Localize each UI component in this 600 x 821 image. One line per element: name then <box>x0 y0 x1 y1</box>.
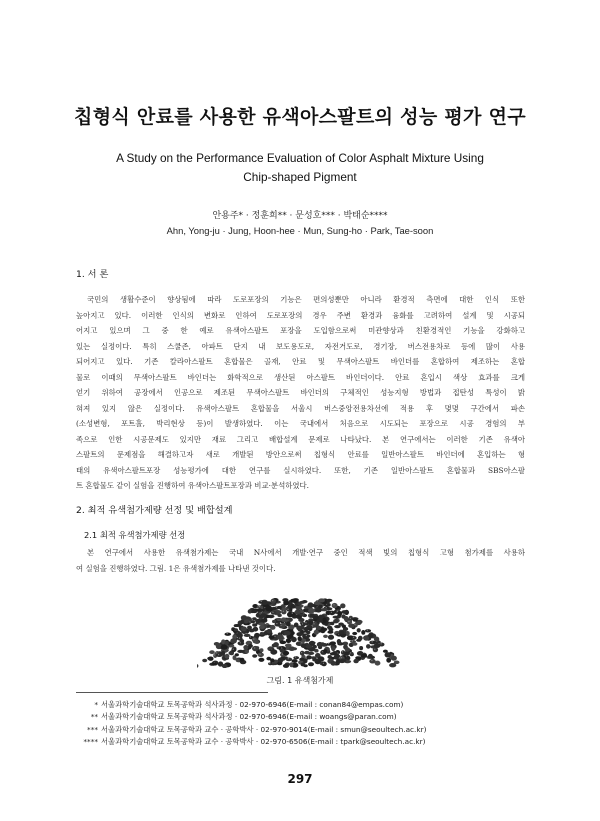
pigment-chip-highlight <box>350 618 351 619</box>
pigment-chip <box>365 629 371 632</box>
pigment-chip <box>331 646 335 651</box>
pigment-chip-highlight <box>350 652 351 653</box>
pigment-chip <box>234 628 238 631</box>
pigment-chip <box>327 631 333 634</box>
pigment-chip-highlight <box>250 636 251 637</box>
pigment-chip <box>251 610 257 613</box>
pigment-chip <box>389 663 396 667</box>
pigment-chip <box>336 660 341 665</box>
pigment-chip <box>297 602 301 605</box>
pigment-chip-highlight <box>372 641 373 642</box>
pigment-chip-highlight <box>348 621 349 622</box>
section-2-1-body <box>76 545 525 576</box>
pigment-chip <box>282 607 287 610</box>
pigment-chip <box>240 620 245 624</box>
pigment-chip <box>318 605 322 609</box>
pigment-chip <box>225 654 230 659</box>
pigment-chip-highlight <box>283 611 284 612</box>
pigment-chip <box>334 654 339 659</box>
pigment-chip <box>352 636 357 639</box>
pigment-chip <box>306 645 313 649</box>
pigment-chip <box>312 623 317 627</box>
pigment-chip <box>280 641 287 645</box>
pigment-chip <box>314 601 320 605</box>
pigment-chip <box>339 631 345 635</box>
pigment-chip <box>252 637 257 642</box>
pigment-chip <box>283 601 289 606</box>
pigment-chip <box>316 619 322 623</box>
pigment-chip-highlight <box>306 635 307 636</box>
figure-1-caption: 그림. 1 유색첨가제 <box>266 676 334 685</box>
section-2-heading: 2. 최적 유색첨가제량 선정 및 배합설계 <box>76 505 233 516</box>
pigment-chip-highlight <box>333 604 334 605</box>
pigment-chip-highlight <box>337 611 338 612</box>
pigment-chip <box>361 654 367 658</box>
pigment-chip-highlight <box>254 647 255 648</box>
body-line: 물로 이때의 무색아스팔트 바인더는 화학적으로 생산된 아스팔트 바인더이다. 안료 혼입시 색상 효과를 크게 <box>76 372 525 382</box>
pigment-chip-highlight <box>305 622 306 623</box>
body-line: 여 실험을 진행하였다. 그림. 1은 유색첨가제를 나타낸 것이다. <box>76 563 276 573</box>
pigment-chip-highlight <box>269 663 270 664</box>
pigment-chip <box>291 637 297 642</box>
body-line: 트 혼합물도 같이 실험을 진행하여 유색아스팔트포장과 비교·분석하였다. <box>76 481 309 490</box>
pigment-chip-highlight <box>216 652 217 653</box>
body-line: (소성변형, 포트홀, 박리현상 등)이 발생하였다. 이는 국내에서 처음으로 시도되는 포장으로 시공 경험의 부 <box>76 419 525 428</box>
pigment-chip <box>331 661 336 666</box>
pigment-chip <box>271 611 277 615</box>
title-korean: 칩형식 안료를 사용한 유색아스팔트의 성능 평가 연구 <box>74 106 526 128</box>
pigment-chip-highlight <box>342 651 343 652</box>
pigment-chip <box>269 635 275 639</box>
pigment-chip <box>244 634 251 637</box>
pigment-chip <box>222 664 228 668</box>
section-1-heading: 1. 서 론 <box>76 269 109 280</box>
pigment-chip <box>318 598 325 602</box>
pigment-chip <box>259 625 265 629</box>
pigment-chip <box>202 659 207 662</box>
title-english-line-1: A Study on the Performance Evaluation of Color Asphalt Mixture Using <box>116 151 484 165</box>
pigment-chip-highlight <box>341 657 342 658</box>
pigment-chip <box>368 654 373 659</box>
body-line: 족으로 인한 시공문제도 있지만 재료 그리고 배합설계 문제로 나타났다. 본 연구에서는 이러한 기존 유색아 <box>76 434 525 444</box>
pigment-chip-highlight <box>301 652 302 653</box>
pigment-chip <box>209 650 215 654</box>
pigment-chip <box>337 639 341 644</box>
pigment-chip <box>240 658 245 662</box>
body-line: 있는 실정이다. 특히 스쿨존, 아파트 단지 내 보도용도로, 자전거도로, 경기장, 버스전용차로 등에 많이 사용 <box>76 341 525 351</box>
pigment-chip <box>391 656 397 661</box>
body-line: 국민의 생활수준이 향상됨에 따라 도로포장의 기능은 편의성뿐만 아니라 환경적 측면에 대한 인식 또한 <box>87 295 525 304</box>
pigment-chip <box>329 611 335 616</box>
pigment-chips-photo <box>197 594 402 668</box>
footnote-1: * 서울과학기술대학교 토목공학과 석사과정 · 02-970-6946(E-mail : conan84@empas.com) <box>94 700 404 709</box>
pigment-chip <box>323 635 328 638</box>
pigment-chip <box>323 608 328 612</box>
pigment-chip <box>292 659 298 663</box>
pigment-chip <box>230 638 237 643</box>
title-english <box>60 149 540 187</box>
pigment-chip <box>313 616 319 620</box>
pigment-chip <box>243 645 248 650</box>
pigment-chip <box>321 662 327 667</box>
pigment-chip <box>287 608 291 611</box>
pigment-chip <box>277 634 284 639</box>
pigment-chip <box>361 630 365 635</box>
pigment-chip <box>298 636 302 641</box>
pigment-chip <box>309 641 316 644</box>
pigment-chip-highlight <box>354 624 355 625</box>
pigment-chip <box>296 632 302 636</box>
pigment-chip <box>332 603 338 608</box>
pigment-chip <box>328 655 332 658</box>
pigment-chip-highlight <box>374 649 375 650</box>
pigment-chip <box>323 649 327 653</box>
body-line: 높아지고 있다. 이러한 인식의 변화로 인하여 도로포장의 경우 주변 환경과 융화를 고려하여 설계 및 시공되 <box>76 310 525 320</box>
pigment-chip <box>241 615 247 620</box>
pigment-chip <box>260 632 264 635</box>
pigment-chip <box>341 614 345 618</box>
pigment-chip <box>304 651 310 655</box>
pigment-chip <box>303 634 310 638</box>
pigment-chip <box>326 599 332 602</box>
pigment-chip <box>302 600 308 603</box>
pigment-chip <box>270 649 277 654</box>
pigment-chip <box>341 650 345 655</box>
pigment-chip <box>237 650 244 653</box>
pigment-chip <box>317 656 324 661</box>
pigment-chip <box>216 654 223 657</box>
pigment-chip <box>271 599 276 604</box>
pigment-chip <box>296 615 302 619</box>
pigment-chip-highlight <box>261 601 262 602</box>
pigment-chip <box>305 621 309 625</box>
pigment-chip-highlight <box>328 643 329 644</box>
pigment-chip <box>301 663 305 667</box>
pigment-chip <box>270 625 276 630</box>
pigment-chip-highlight <box>352 640 353 641</box>
body-line: 되어지고 있다. 기존 칼라아스팔트 혼합물은 골재, 안료 및 무색아스팔트 바인더를 혼합하여 제조하는 혼합 <box>76 357 525 366</box>
pigment-chip <box>345 647 351 651</box>
pigment-chip-highlight <box>276 623 277 624</box>
pigment-chip <box>334 625 341 628</box>
pigment-chip <box>221 645 228 650</box>
footnote-2: ** 서울과학기술대학교 토목공학과 석사과정 · 02-970-6946(E-mail : woangs@paran.com) <box>90 712 397 722</box>
page-number: 297 <box>287 772 313 786</box>
pigment-chip-highlight <box>323 663 324 664</box>
pigment-chip <box>308 608 315 613</box>
pigment-chip <box>330 622 334 626</box>
pigment-chip-highlight <box>287 609 288 610</box>
authors-english: Ahn, Yong-ju · Jung, Hoon-hee · Mun, Sung-ho · Park, Tae-soon <box>166 225 434 236</box>
body-line: 어지고 있으며 그 중 한 예로 유색아스팔트 포장을 도입함으로써 미관향상과 친환경적인 기능을 강화하고 <box>76 326 525 335</box>
pigment-chip-highlight <box>282 654 283 655</box>
pigment-chip <box>260 613 266 618</box>
pigment-chip <box>307 603 313 608</box>
pigment-chip-highlight <box>353 637 354 638</box>
footnote-3: *** 서울과학기술대학교 토목공학과 교수 · 공학박사 · 02-970-9014(E-mail : smun@seoultech.ac.kr) <box>87 724 427 734</box>
section-1-body <box>76 292 525 494</box>
pigment-chip <box>334 616 340 619</box>
pigment-chip-highlight <box>239 638 240 639</box>
pigment-chip-highlight <box>272 600 273 601</box>
pigment-chip <box>283 664 289 668</box>
pigment-chip <box>238 641 245 645</box>
pigment-chip <box>312 658 319 661</box>
pigment-chip <box>225 641 229 645</box>
pigment-chip <box>340 603 345 608</box>
pigment-chip-highlight <box>381 643 382 644</box>
pigment-chip-highlight <box>288 658 289 659</box>
pigment-chip-highlight <box>292 613 293 614</box>
pigment-chip <box>231 647 236 652</box>
pigment-chip <box>225 633 232 636</box>
pigment-chip <box>328 635 334 640</box>
pigment-chip <box>208 657 214 661</box>
pigment-chip <box>353 619 358 622</box>
pigment-chip-highlight <box>302 623 303 624</box>
pigment-chip <box>253 627 259 632</box>
pigment-chip <box>292 599 298 604</box>
pigment-chip-highlight <box>371 660 372 661</box>
pigment-chip <box>290 662 294 667</box>
pigment-chip <box>212 662 217 665</box>
pigment-chip <box>338 611 343 616</box>
pigment-chip <box>278 658 284 663</box>
pigment-chip <box>241 626 247 631</box>
pigment-chip <box>353 659 358 663</box>
pigment-chip <box>375 661 381 666</box>
pigment-chip <box>316 626 322 630</box>
pigment-chip <box>252 654 257 657</box>
pigment-chip <box>322 618 326 623</box>
pigment-chip <box>349 652 354 655</box>
pigment-chip <box>258 653 264 658</box>
body-line: 얻기 위하여 공장에서 인공으로 제조된 무색아스팔트 바인더의 구체적인 성능지형 방법과 접탄성 특성이 밝 <box>76 388 525 397</box>
pigment-chip <box>294 623 299 628</box>
body-line: 혀져 있지 않은 실정이다. 유색아스팔트 혼합물을 서울시 버스중앙전용차선에 적용 후 몇몇 구간에서 파손 <box>76 403 525 413</box>
pigment-chip-highlight <box>272 612 273 613</box>
pigment-chip-highlight <box>274 636 275 637</box>
pigment-chip <box>270 658 274 662</box>
pigment-chip <box>258 658 264 662</box>
pigment-chip <box>254 633 260 638</box>
pigment-chip-highlight <box>331 612 332 613</box>
pigment-chip <box>265 606 272 611</box>
pigment-chip-highlight <box>260 654 261 655</box>
authors-korean: 안용주* · 정훈희** · 문성호*** · 박태순**** <box>212 211 388 221</box>
pigment-chip <box>277 606 282 609</box>
pigment-chip <box>285 644 292 648</box>
pigment-chip <box>286 658 293 662</box>
pigment-chip <box>307 625 312 629</box>
pigment-chip-highlight <box>214 654 215 655</box>
pigment-chip-highlight <box>259 606 260 607</box>
pigment-chip <box>238 637 243 641</box>
pigment-chip <box>358 636 363 641</box>
pigment-chip <box>341 610 348 614</box>
pigment-chip-highlight <box>313 623 314 624</box>
pigment-chip-highlight <box>295 657 296 658</box>
pigment-chip <box>314 630 319 635</box>
pigment-chip <box>290 604 295 608</box>
pigment-chip <box>340 659 346 663</box>
pigment-chip <box>352 642 357 645</box>
pigment-chip <box>299 626 304 630</box>
pigment-chip <box>374 643 381 648</box>
pigment-chip <box>327 626 332 630</box>
pigment-chip <box>281 617 286 622</box>
pigment-chip <box>245 650 249 653</box>
pigment-chip <box>248 644 253 648</box>
body-line: 스팔트의 문제점을 해결하고자 새로 개발된 방안으로써 칩형식 안료를 일반아스팔트 바인더에 혼입하는 형 <box>76 450 525 459</box>
pigment-chip <box>300 651 305 656</box>
title-english-line-2: Chip-shaped Pigment <box>243 170 357 184</box>
section-2-1-heading: 2.1 최적 유색첨가제량 선정 <box>84 530 186 540</box>
pigment-chip <box>294 610 300 614</box>
pigment-chip <box>385 652 391 657</box>
pigment-chip-highlight <box>253 639 254 640</box>
body-line: 본 연구에서 사용한 유색첨가제는 국내 N사에서 개발·연구 중인 적색 빛의 칩형식 고형 첨가제를 사용하 <box>87 548 525 557</box>
pigment-chip <box>252 646 259 651</box>
pigment-chip <box>197 664 198 668</box>
pigment-chip <box>366 644 371 649</box>
pigment-chip <box>363 636 369 641</box>
pigment-chip-highlight <box>240 642 241 643</box>
footnote-4: **** 서울과학기술대학교 토목공학과 교수 · 공학박사 · 02-970-6506(E-mail : tpark@seoultech.ac.kr) <box>83 736 426 746</box>
body-line: 태의 유색아스팔트포장 성능평가에 대한 연구를 실시하였다. 또한, 기존 일반아스팔트 혼합물과 SBS아스팔 <box>76 465 525 475</box>
footnotes <box>80 699 540 748</box>
pigment-chip <box>352 632 357 635</box>
pigment-chip-highlight <box>367 630 368 631</box>
pigment-chip <box>281 623 287 626</box>
pigment-chip <box>299 658 304 661</box>
pigment-chip <box>293 656 299 659</box>
pigment-chip <box>327 643 332 646</box>
pigment-chip <box>320 642 325 646</box>
pigment-chip <box>284 631 291 636</box>
pigment-chip-highlight <box>227 633 228 634</box>
pigment-chip <box>296 606 302 610</box>
pigment-chip <box>280 648 285 652</box>
pigment-chip <box>260 648 264 652</box>
pigment-chip <box>374 637 379 642</box>
pigment-chip <box>273 642 279 647</box>
pigment-chip <box>275 622 281 627</box>
pigment-chip <box>267 629 273 634</box>
pigment-chip <box>286 621 291 626</box>
pigment-chip <box>359 646 363 650</box>
pigment-chip-highlight <box>218 654 219 655</box>
pigment-chip <box>258 622 264 625</box>
footnote-divider <box>76 692 268 693</box>
pigment-chip <box>308 662 314 666</box>
pigment-chip <box>357 628 361 632</box>
pigment-chip <box>262 600 267 605</box>
pigment-chip-highlight <box>233 649 234 650</box>
